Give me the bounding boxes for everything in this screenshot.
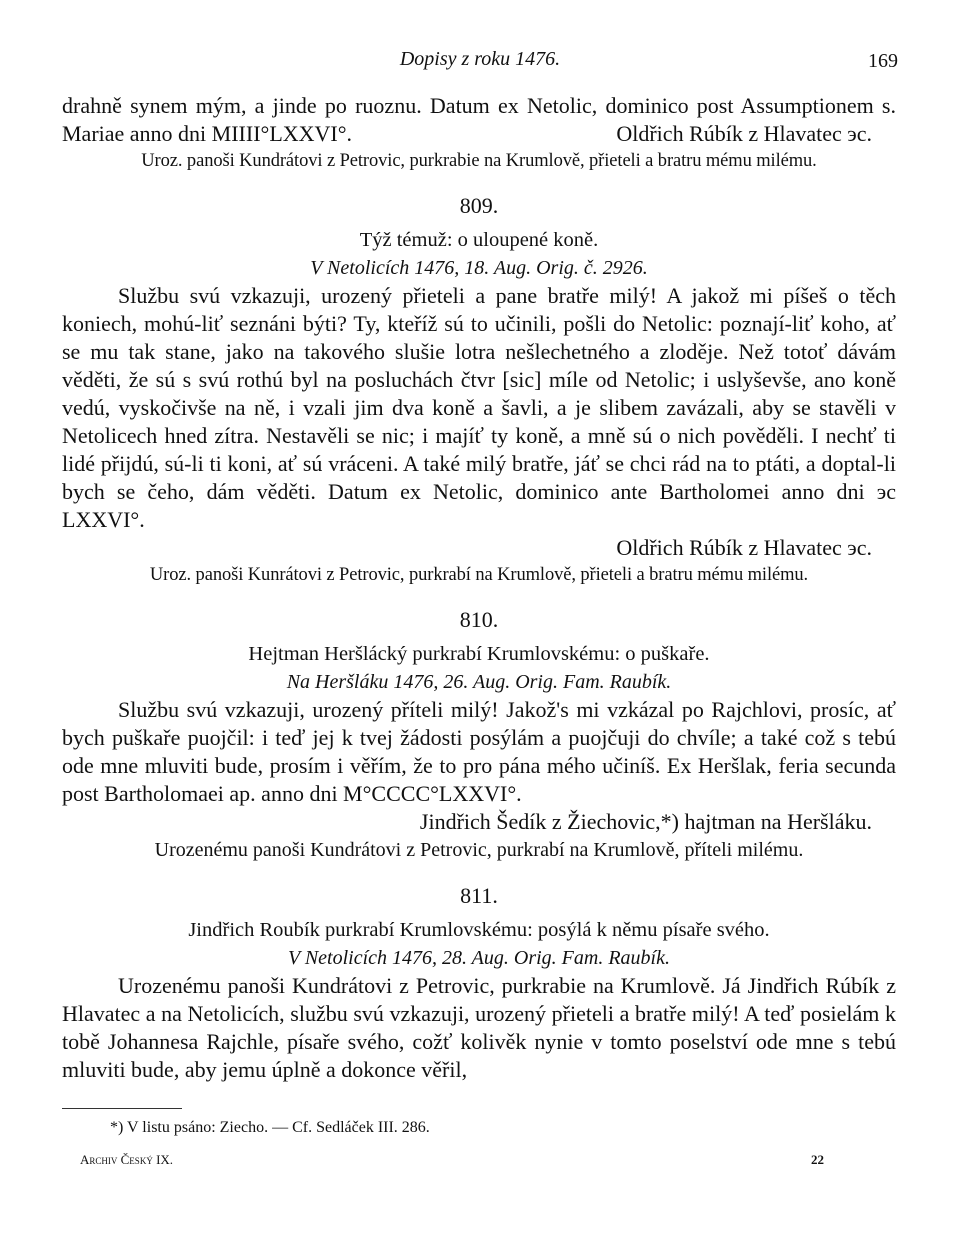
letter-title: Týž témuž: o uloupené koně. bbox=[359, 229, 599, 251]
running-head: Dopisy z roku 1476. bbox=[399, 48, 561, 70]
page-number: 169 bbox=[868, 50, 898, 72]
letter-text: Urozenému panoši Kundrátovi z Petrovic, purkrabie na Krumlově. Já Jindřich Rúbík z Hlavatec a na Netolicích, službu svú vzkazuji, urozený přieteli a bratře milý! A teď posielám k tobě Johannesa Rajchle, písaře svého, cožť kolivěk nynie v tomto poselství ode mne s tebú mluviti bude, aby jemu úplně a dokonce věřil, bbox=[62, 973, 896, 1082]
letter-title: Hejtman Heršlácký purkrabí Krumlovskému: o puškaře. bbox=[248, 643, 710, 665]
letter-title: Jindřich Roubík purkrabí Krumlovskému: posýlá k němu písaře svého. bbox=[188, 919, 770, 941]
letter-source: Na Heršláku 1476, 26. Aug. Orig. Fam. Raubík. bbox=[286, 671, 672, 693]
letter-number: 811. bbox=[460, 883, 498, 908]
letter-810 bbox=[62, 606, 896, 864]
letter-number: 809. bbox=[459, 193, 499, 218]
letter-text: Službu svú vzkazuji, urozený přieteli a pane bratře milý! A jakož mi píšeš o těch koniech, mohú-liť seznáni býti? Ty, kteříž sú to učinili, pošli do Netolic: poznají-liť koho, ať se mu tak stane, jako na takového slušie lotra nešlechetného a zloděje. Než totoť dávám věděti, že sú s svú rothú byl na posluchách čtvr [sic] míle od Netolic; i uslyševše, ano koně vedú, vyskočivše na ně, i vzali jim dva koně a šavli, a je slibem zavázali, aby se stavěli v Netolicech hned zítra. Nestavěli se nic; i majíť ty koně, a mně sú o nich pověděli. I nechť ti lidé přijdú, sú-li ti koni, ať sú vráceni. A také milý bratře, jáť se chci rád na to ptáti, a doptal-li bych se čeho, dám věděti. Datum ex Netolic, dominico ante Bartholomei anno dni эc LXXVI°. bbox=[62, 283, 896, 532]
letter-address: Uroz. panoši Kundrátovi z Petrovic, purkrabie na Krumlově, přieteli a bratru mému milému. bbox=[141, 151, 817, 171]
continued-letter bbox=[62, 92, 896, 174]
letter-number: 810. bbox=[459, 607, 499, 632]
letter-source: V Netolicích 1476, 18. Aug. Orig. č. 2926. bbox=[310, 257, 648, 279]
letter-811 bbox=[62, 882, 896, 1084]
footnote-area bbox=[62, 1108, 896, 1139]
page-header bbox=[62, 48, 898, 78]
page-body bbox=[62, 92, 896, 1084]
letter-source: V Netolicích 1476, 28. Aug. Orig. Fam. Raubík. bbox=[287, 947, 670, 969]
page-footer bbox=[80, 1152, 824, 1174]
footnote: *) V listu psáno: Ziecho. — Cf. Sedláček III. 286. bbox=[110, 1119, 430, 1136]
letter-text: Službu svú vzkazuji, urozený příteli milý! Jakož's mi vzkázal po Rajchlovi, prosíc, ať bych puškaře puojčil: i teď jej k tvej žádosti posýlám a puojčuji do chvíle; a také což s tebú ode mne mluviti bude, prosím i věřím, že to pro pána mého učiníš. Ex Heršlak, feria secunda post Bartholomaei ap. anno dni M°CCCC°LXXVI°. bbox=[62, 697, 896, 806]
letter-address: Uroz. panoši Kunrátovi z Petrovic, purkrabí na Krumlově, přieteli a bratru mému milému. bbox=[149, 565, 809, 585]
letter-signature: Oldřich Rúbík z Hlavatec эc. bbox=[616, 535, 872, 560]
sheet-number: 22 bbox=[811, 1152, 824, 1167]
footnote-rule bbox=[62, 1108, 182, 1109]
letter-809 bbox=[62, 192, 896, 588]
letter-signature: Oldřich Rúbík z Hlavatec эc. bbox=[616, 121, 872, 146]
continued-text: drahně synem mým, a jinde po ruoznu. Datum ex Netolic, dominico post Assumptionem s. Mariae anno dni MIIII°LXXVI°. bbox=[62, 93, 896, 146]
signature-mark: Archiv Český IX. bbox=[80, 1152, 174, 1167]
letter-address: Urozenému panoši Kundrátovi z Petrovic, purkrabí na Krumlově, příteli milému. bbox=[154, 839, 804, 861]
letter-signature: Jindřich Šedík z Žiechovic,*) hajtman na Heršláku. bbox=[419, 809, 872, 834]
